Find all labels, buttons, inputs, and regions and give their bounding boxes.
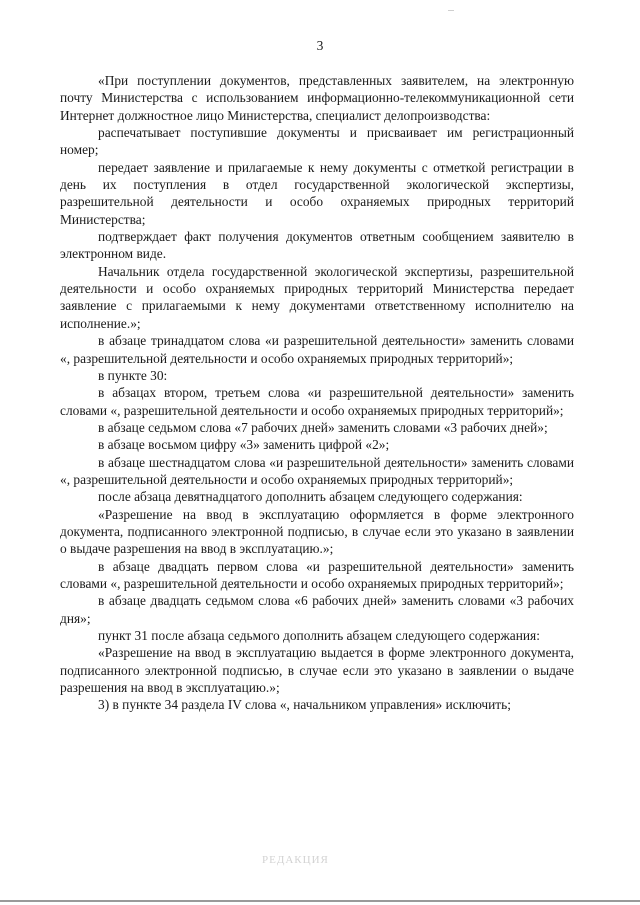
paragraph: в абзаце двадцать первом слова «и разрешительной деятельности» заменить словами «, разрешительной деятельности и особо охраняемых природных территорий»;: [60, 558, 574, 591]
paragraph: распечатывает поступившие документы и присваивает им регистрационный номер;: [60, 125, 574, 158]
paragraph: в абзаце тринадцатом слова «и разрешительной деятельности» заменить словами «, разрешительной деятельности и особо охраняемых природных территорий»;: [60, 333, 574, 366]
paragraph: передает заявление и прилагаемые к нему документы с отметкой регистрации в день их поступления в отдел государственной экологической экспертизы, разрешительной деятельности и особо охраняемых природных территорий Министерства;: [60, 159, 574, 227]
paragraph: пункт 31 после абзаца седьмого дополнить абзацем следующего содержания:: [98, 628, 540, 643]
paragraph: «Разрешение на ввод в эксплуатацию выдается в форме электронного документа, подписанного электронной подписью, в случае если это указано в заявлении о выдаче разрешения на ввод в эксплуатацию.»;: [60, 645, 574, 696]
bottom-edge-line: [0, 900, 640, 902]
faint-stamp: РЕДАКЦИЯ: [262, 854, 329, 866]
page-number: 3: [316, 38, 324, 53]
document-body: [60, 72, 574, 714]
paragraph: Начальник отдела государственной экологической экспертизы, разрешительной деятельности и особо охраняемых природных территорий Министерства передает заявление с прилагаемыми к нему документами ответственному исполнителю на исполнение.»;: [60, 263, 574, 331]
scan-mark: [448, 10, 454, 11]
paragraph: в абзаце седьмом слова «7 рабочих дней» заменить словами «3 рабочих дней»;: [98, 419, 548, 435]
paragraph: «Разрешение на ввод в эксплуатацию оформляется в форме электронного документа, подписанного электронной подписью, в случае если это указано в заявлении о выдаче разрешения на ввод в эксплуатацию.»;: [60, 506, 574, 557]
paragraph: подтверждает факт получения документов ответным сообщением заявителю в электронном виде.: [60, 229, 574, 262]
paragraph: в пункте 30:: [98, 367, 168, 383]
paragraph: «При поступлении документов, представленных заявителем, на электронную почту Министерства с использованием информационно-телекоммуникационной сети Интернет должностное лицо Министерства, специалист делопроизводства:: [60, 73, 574, 123]
paragraph: 3) в пункте 34 раздела IV слова «, начальником управления» исключить;: [98, 697, 511, 713]
paragraph: после абзаца девятнадцатого дополнить абзацем следующего содержания:: [98, 489, 523, 505]
paragraph: в абзаце двадцать седьмом слова «6 рабочих дней» заменить словами «3 рабочих дня»;: [60, 593, 574, 626]
paragraph: в абзацах втором, третьем слова «и разрешительной деятельности» заменить словами «, разрешительной деятельности и особо охраняемых природных территорий»;: [60, 385, 574, 418]
paragraph: в абзаце шестнадцатом слова «и разрешительной деятельности» заменить словами «, разрешительной деятельности и особо охраняемых природных территорий»;: [60, 454, 574, 487]
paragraph: в абзаце восьмом цифру «3» заменить цифрой «2»;: [98, 437, 390, 453]
